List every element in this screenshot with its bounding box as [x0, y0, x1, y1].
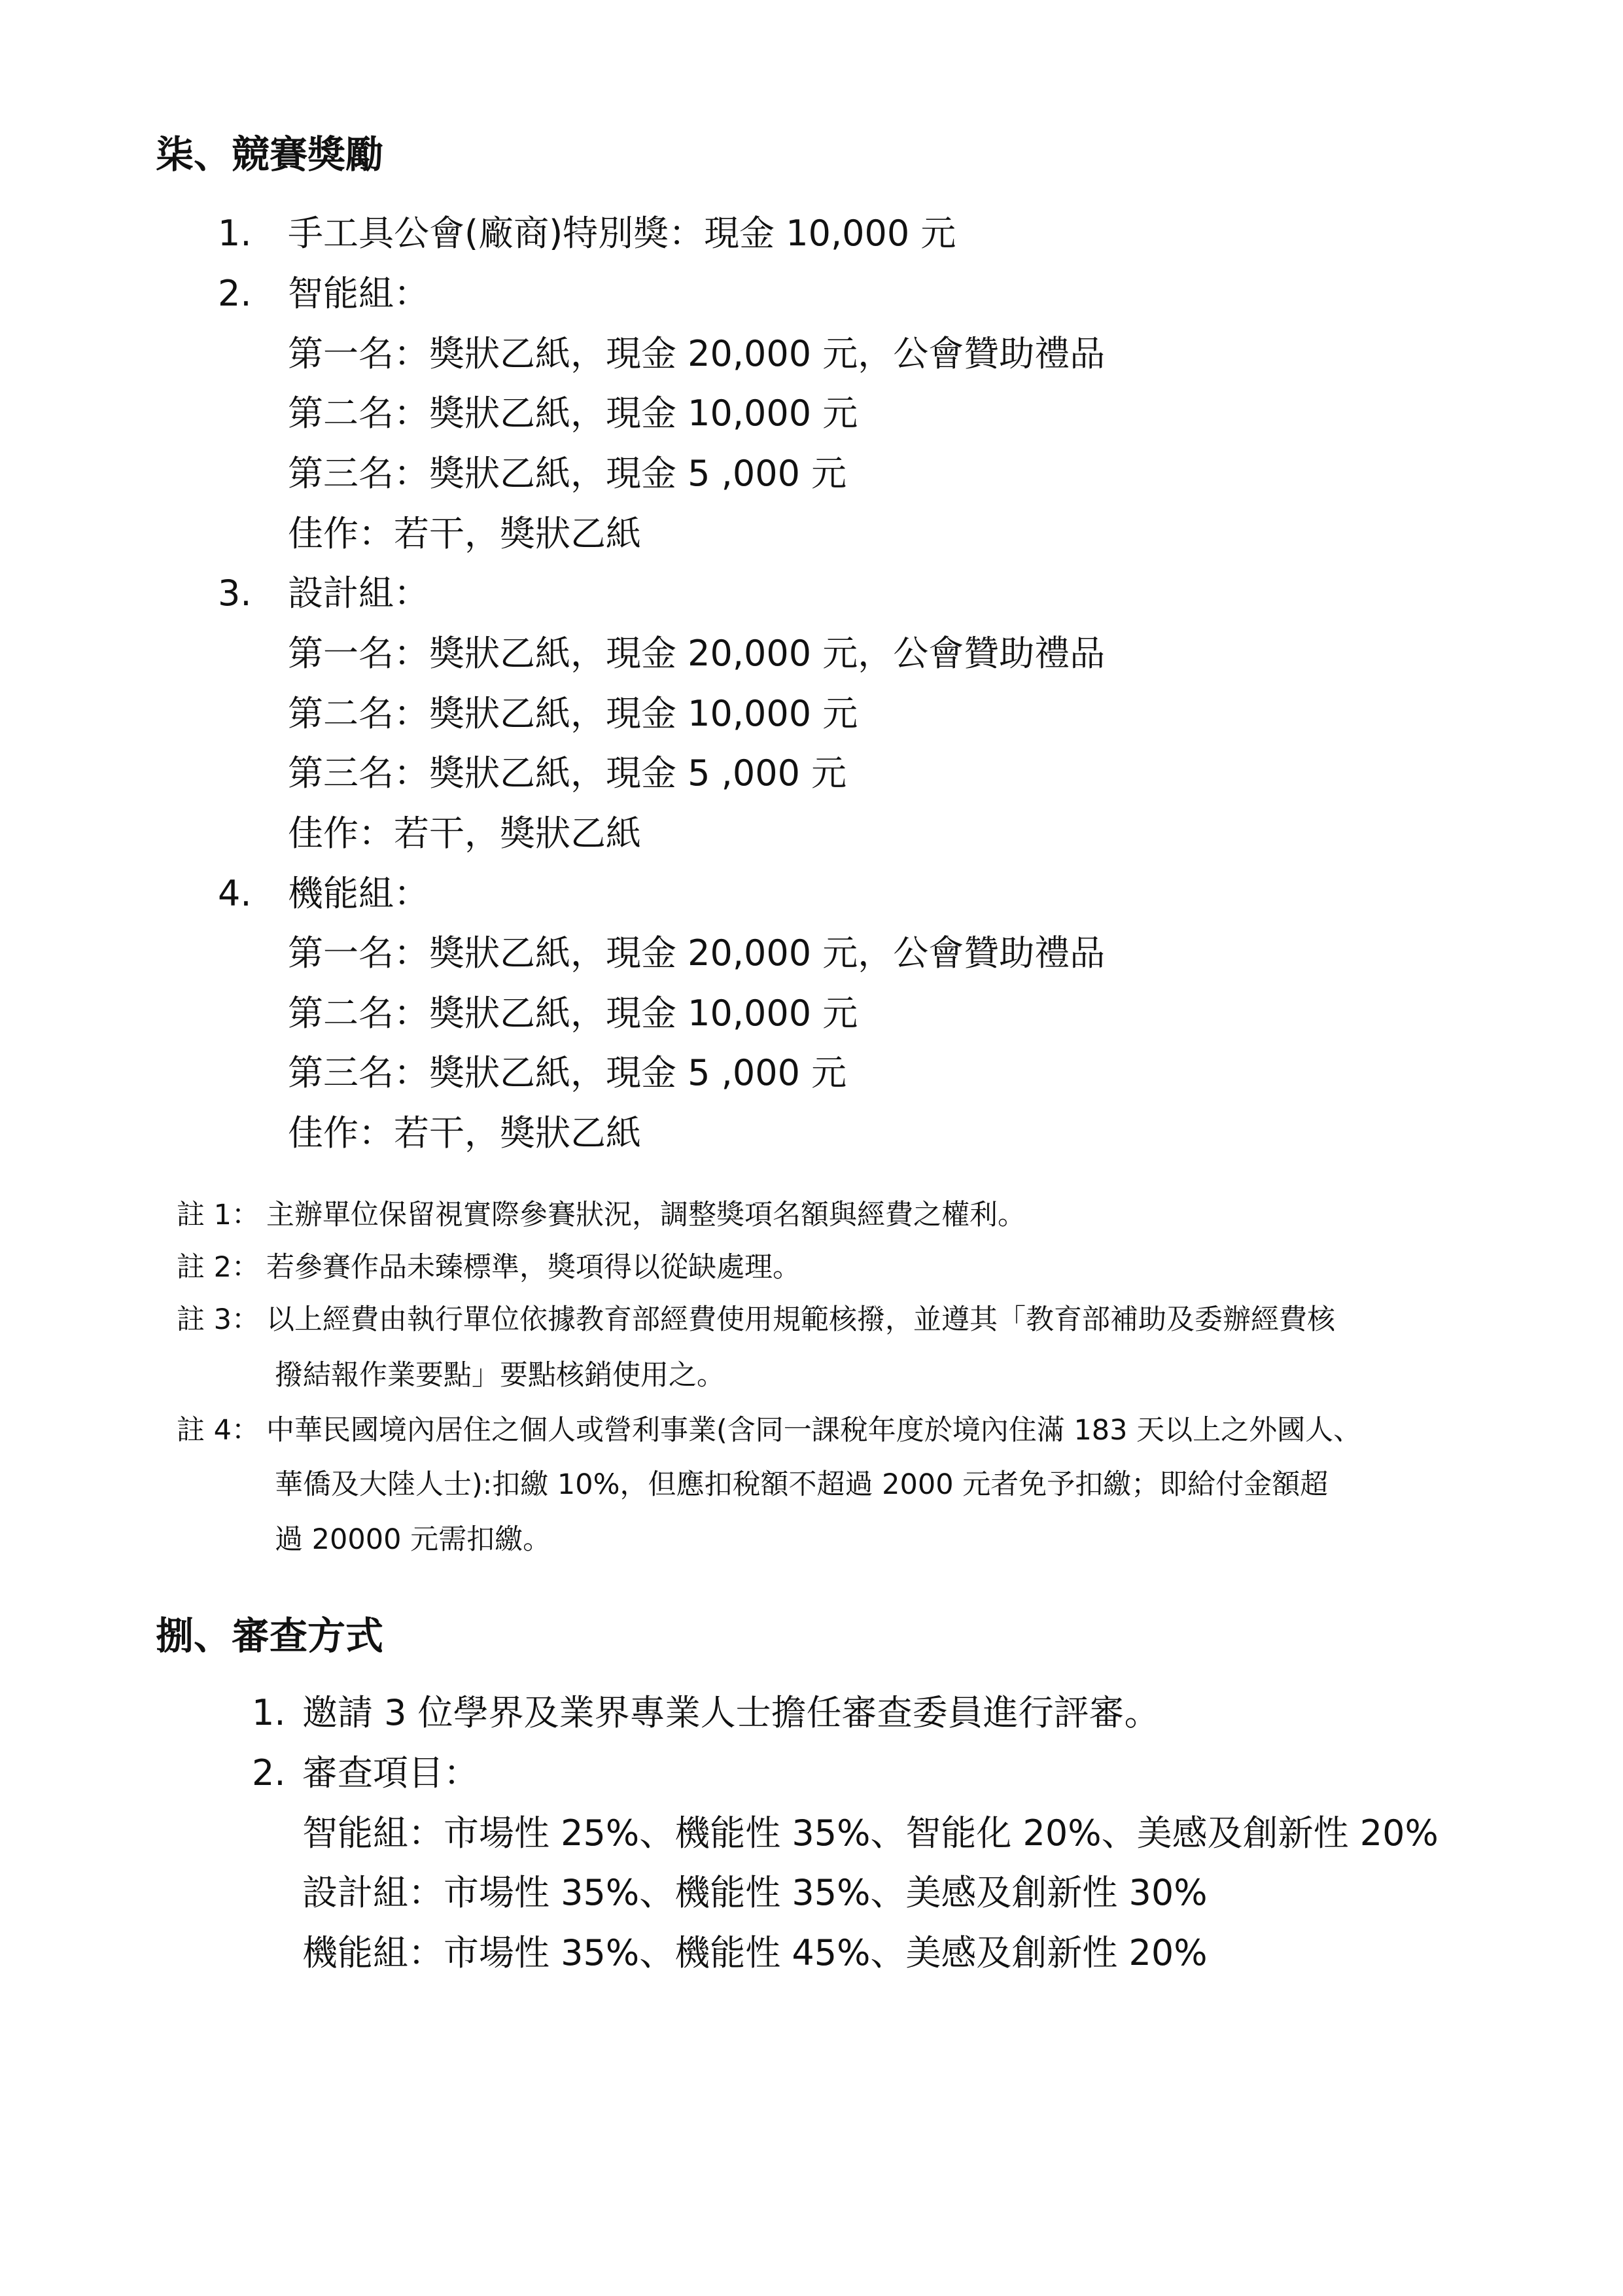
note-4-line-1: 中華民國境內居住之個人或營利事業(含同一課稅年度於境內住滿 183 天以上之外國人、: [266, 1414, 1362, 1447]
section-7-item-4-number: 4.: [218, 873, 252, 914]
section-7-item-2-label: 智能組：: [288, 273, 429, 314]
note-1-label: 註 1：: [177, 1199, 260, 1231]
section-7-item-3-line-1: 第一名：獎狀乙紙，現金 20,000 元，公會贊助禮品: [288, 633, 1106, 674]
section-7-item-4-line-1: 第一名：獎狀乙紙，現金 20,000 元，公會贊助禮品: [288, 932, 1106, 974]
section-8-item-2-line-1: 智能組：市場性 25%、機能性 35%、智能化 20%、美感及創新性 20%: [302, 1812, 1439, 1854]
note-4-label: 註 4：: [177, 1414, 260, 1447]
section-7-item-2-line-3: 第三名：獎狀乙紙，現金 5 ,000 元: [288, 453, 847, 494]
note-4-line-3: 過 20000 元需扣繳。: [275, 1523, 551, 1556]
section-7-item-3-label: 設計組：: [288, 573, 429, 614]
section-8-item-2-label: 審查項目：: [302, 1752, 479, 1793]
section-7-heading: 柒、競賽獎勵: [156, 132, 384, 177]
section-7-item-3-line-2: 第二名：獎狀乙紙，現金 10,000 元: [288, 693, 858, 734]
note-2-label: 註 2：: [177, 1251, 260, 1284]
note-2-line-1: 若參賽作品未臻標準，獎項得以從缺處理。: [266, 1251, 801, 1284]
section-7-item-4-line-3: 第三名：獎狀乙紙，現金 5 ,000 元: [288, 1052, 847, 1093]
section-7-item-4-line-4: 佳作：若干，獎狀乙紙: [288, 1112, 641, 1154]
section-7-item-2-number: 2.: [218, 273, 252, 314]
section-7-item-2-line-4: 佳作：若干，獎狀乙紙: [288, 513, 641, 554]
note-1-line-1: 主辦單位保留視實際參賽狀況，調整獎項名額與經費之權利。: [266, 1199, 1026, 1231]
section-7-item-3-line-4: 佳作：若干，獎狀乙紙: [288, 813, 641, 854]
section-8-item-2-line-2: 設計組：市場性 35%、機能性 35%、美感及創新性 30%: [302, 1872, 1208, 1913]
section-7-item-1-number: 1.: [218, 213, 252, 254]
section-8-item-2-line-3: 機能組：市場性 35%、機能性 45%、美感及創新性 20%: [302, 1932, 1208, 1973]
section-7-item-1-text: 手工具公會(廠商)特別獎：現金 10,000 元: [288, 213, 956, 254]
section-7-item-2-line-1: 第一名：獎狀乙紙，現金 20,000 元，公會贊助禮品: [288, 333, 1106, 374]
section-7-item-3-number: 3.: [218, 573, 252, 614]
note-3-line-1: 以上經費由執行單位依據教育部經費使用規範核撥，並遵其「教育部補助及委辦經費核: [266, 1303, 1335, 1336]
section-8-item-2-number: 2.: [252, 1752, 286, 1793]
section-8-item-1-number: 1.: [252, 1692, 286, 1733]
section-7-item-4-line-2: 第二名：獎狀乙紙，現金 10,000 元: [288, 993, 858, 1034]
section-7-item-3-line-3: 第三名：獎狀乙紙，現金 5 ,000 元: [288, 752, 847, 794]
section-7-item-2-line-2: 第二名：獎狀乙紙，現金 10,000 元: [288, 393, 858, 434]
section-8-heading: 捌、審查方式: [156, 1614, 384, 1658]
section-8-item-1-text: 邀請 3 位學界及業界專業人士擔任審查委員進行評審。: [302, 1692, 1160, 1733]
section-7-item-4-label: 機能組：: [288, 873, 429, 914]
note-3-line-2: 撥結報作業要點」要點核銷使用之。: [275, 1359, 725, 1392]
note-3-label: 註 3：: [177, 1303, 260, 1336]
note-4-line-2: 華僑及大陸人士):扣繳 10%，但應扣稅額不超過 2000 元者免予扣繳；即給付金額超: [275, 1468, 1329, 1501]
